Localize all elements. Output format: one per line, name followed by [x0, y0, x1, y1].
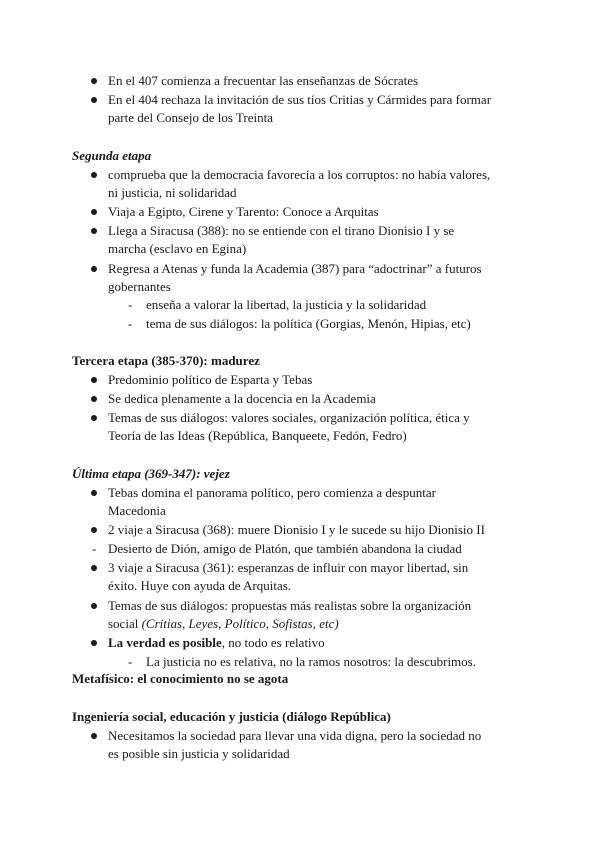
list-item: [108, 634, 325, 652]
dash-icon: -: [128, 654, 133, 669]
list-item-continuation: Macedonia: [108, 503, 166, 518]
sub-list-item: enseña a valorar la libertad, la justicia y la solidaridad: [146, 297, 427, 312]
metafisico-line: Metafísico: el conocimiento no se agota: [72, 671, 289, 686]
list-item-continuation: Teoría de las Ideas (República, Banqueete, Fedón, Fedro): [108, 428, 407, 443]
section-heading-ultima: Última etapa (369-347): vejez: [72, 466, 230, 481]
list-item: Llega a Siracusa (388): no se entiende con el tirano Dionisio I y se: [108, 223, 455, 238]
list-item-text: social: [108, 616, 142, 631]
list-item: Tebas domina el panorama político, pero comienza a despuntar: [108, 485, 436, 500]
list-item-text: , no todo es relativo: [221, 635, 325, 650]
list-item-continuation: [108, 615, 339, 633]
list-item: Temas de sus diálogos: propuestas más realistas sobre la organización: [108, 598, 472, 613]
bullet-icon: [91, 228, 97, 234]
bullet-icon: [91, 377, 97, 383]
bullet-icon: [91, 172, 97, 178]
bullet-icon: [91, 209, 97, 215]
dash-icon: -: [128, 316, 133, 331]
list-item: En el 407 comienza a frecuentar las enseñanzas de Sócrates: [108, 73, 419, 88]
list-item: Predominio político de Esparta y Tebas: [108, 372, 313, 387]
bullet-icon: [91, 97, 97, 103]
dash-icon: -: [92, 541, 97, 556]
bullet-icon: [91, 78, 97, 84]
list-item-continuation: parte del Consejo de los Treinta: [108, 110, 274, 125]
list-item: En el 404 rechaza la invitación de sus tíos Critias y Cármides para formar: [108, 92, 492, 107]
bullet-icon: [91, 527, 97, 533]
bullet-icon: [91, 603, 97, 609]
list-item-continuation: gobernantes: [108, 279, 171, 294]
bullet-icon: [91, 396, 97, 402]
list-item: Regresa a Atenas y funda la Academia (387) para “adoctrinar” a futuros: [108, 261, 482, 276]
emphasis-text: La verdad es posible: [108, 635, 222, 650]
list-item: Necesitamos la sociedad para llevar una vida digna, pero la sociedad no: [108, 728, 482, 743]
sub-list-item: tema de sus diálogos: la política (Gorgias, Menón, Hipias, etc): [146, 316, 471, 331]
bullet-icon: [91, 565, 97, 571]
list-item: 3 viaje a Siracusa (361): esperanzas de influir con mayor libertad, sin: [108, 560, 469, 575]
dash-icon: -: [128, 297, 133, 312]
list-item: Desierto de Dión, amigo de Platón, que también abandona la ciudad: [108, 541, 462, 556]
list-item-continuation: éxito. Huye con ayuda de Arquitas.: [108, 578, 292, 593]
bullet-icon: [91, 415, 97, 421]
sub-list-item: La justicia no es relativa, no la ramos nosotros: la descubrimos.: [146, 654, 476, 669]
bullet-icon: [91, 266, 97, 272]
list-item: Temas de sus diálogos: valores sociales, organización política, ética y: [108, 410, 470, 425]
list-item-continuation: marcha (esclavo en Egina): [108, 241, 247, 256]
list-item: 2 viaje a Siracusa (368): muere Dionisio I y le sucede su hijo Dionisio II: [108, 522, 485, 537]
section-heading-ingenieria: Ingeniería social, educación y justicia (diálogo República): [72, 709, 391, 724]
list-item-continuation: es posible sin justicia y solidaridad: [108, 746, 290, 761]
section-heading-segunda: Segunda etapa: [72, 148, 152, 163]
list-item-continuation: ni justicia, ni solidaridad: [108, 185, 237, 200]
bullet-icon: [91, 640, 97, 646]
bullet-icon: [91, 733, 97, 739]
dialogue-titles: (Critias, Leyes, Político, Sofistas, etc): [141, 616, 339, 631]
section-heading-tercera: Tercera etapa (385-370): madurez: [72, 353, 260, 368]
bullet-icon: [91, 490, 97, 496]
list-item: comprueba que la democracia favorecía a los corruptos: no había valores,: [108, 167, 491, 182]
list-item: Viaja a Egipto, Cirene y Tarento: Conoce a Arquitas: [108, 204, 379, 219]
list-item: Se dedica plenamente a la docencia en la Academia: [108, 391, 376, 406]
